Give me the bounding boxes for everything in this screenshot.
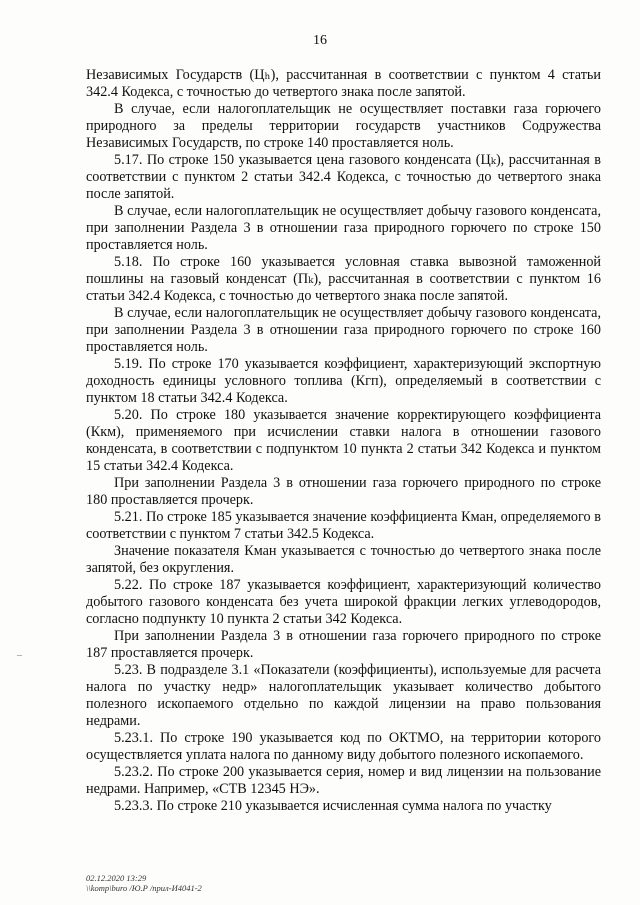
page-number: 16: [313, 33, 327, 48]
footer-date: 02.12.2020 13:29: [86, 873, 147, 883]
paragraph: В случае, если налогоплательщик не осуществляет поставки газа горючего природного за пределы территории государств участников Содружества Независимых Государств, по строке 140 проставляется ноль.: [86, 101, 601, 151]
paragraph: 5.22. По строке 187 указывается коэффициент, характеризующий количество добытого газового конденсата без учета широкой фракции легких углеводородов, согласно подпункту 10 пункта 2 статьи 342 Кодекса.: [86, 577, 601, 627]
body-text: [86, 67, 601, 815]
paragraph: При заполнении Раздела 3 в отношении газа горючего природного по строке 180 проставляется прочерк.: [86, 475, 601, 508]
paragraph: 5.23.1. По строке 190 указывается код по ОКТМО, на территории которого осуществляется уплата налога по данному виду добытого полезного ископаемого.: [86, 730, 601, 763]
paragraph: 5.21. По строке 185 указывается значение коэффициента Кман, определяемого в соответствии с пунктом 7 статьи 342.5 Кодекса.: [86, 509, 601, 542]
paragraph: Значение показателя Кман указывается с точностью до четвертого знака после запятой, без округления.: [86, 543, 601, 576]
footer: [86, 873, 202, 893]
paragraph: При заполнении Раздела 3 в отношении газа горючего природного по строке 187 проставляется прочерк.: [86, 628, 601, 661]
paragraph: 5.18. По строке 160 указывается условная ставка вывозной таможенной пошлины на газовый конденсат (Пₖ), рассчитанная в соответствии с пунктом 16 статьи 342.4 Кодекса, с точностью до четвертого знака после запятой.: [86, 254, 601, 304]
paragraph: 5.23.3. По строке 210 указывается исчисленная сумма налога по участку: [114, 798, 552, 814]
paragraph: В случае, если налогоплательщик не осуществляет добычу газового конденсата, при заполнении Раздела 3 в отношении газа природного горючего по строке 150 проставляется ноль.: [86, 203, 601, 253]
paragraph: 5.19. По строке 170 указывается коэффициент, характеризующий экспортную доходность единицы условного топлива (Кгп), определяемый в соответствии с пунктом 18 статьи 342.4 Кодекса.: [86, 356, 601, 406]
margin-mark: –: [17, 650, 22, 661]
paragraph: Независимых Государств (Цₕ), рассчитанная в соответствии с пунктом 4 статьи 342.4 Кодекса, с точностью до четвертого знака после запятой.: [86, 67, 601, 100]
paragraph: В случае, если налогоплательщик не осуществляет добычу газового конденсата, при заполнении Раздела 3 в отношении газа природного горючего по строке 160 проставляется ноль.: [86, 305, 601, 355]
footer-path: \\komp\buro /Ю.Р /прил-И4041-2: [86, 883, 202, 893]
paragraph: 5.23.2. По строке 200 указывается серия, номер и вид лицензии на пользование недрами. Например, «СТВ 12345 НЭ».: [86, 764, 601, 797]
paragraph: 5.23. В подразделе 3.1 «Показатели (коэффициенты), используемые для расчета налога по участку недр» налогоплательщик указывает количество добытого полезного ископаемого отдельно по каждой лицензии на право пользования недрами.: [86, 662, 601, 729]
paragraph: 5.20. По строке 180 указывается значение корректирующего коэффициента (Ккм), применяемого при исчислении ставки налога в отношении газового конденсата, в соответствии с подпунктом 10 пункта 2 статьи 342 Кодекса и пунктом 15 статьи 342.4 Кодекса.: [86, 407, 601, 474]
paragraph: 5.17. По строке 150 указывается цена газового конденсата (Цₖ), рассчитанная в соответствии с пунктом 2 статьи 342.4 Кодекса, с точностью до четвертого знака после запятой.: [86, 152, 601, 202]
